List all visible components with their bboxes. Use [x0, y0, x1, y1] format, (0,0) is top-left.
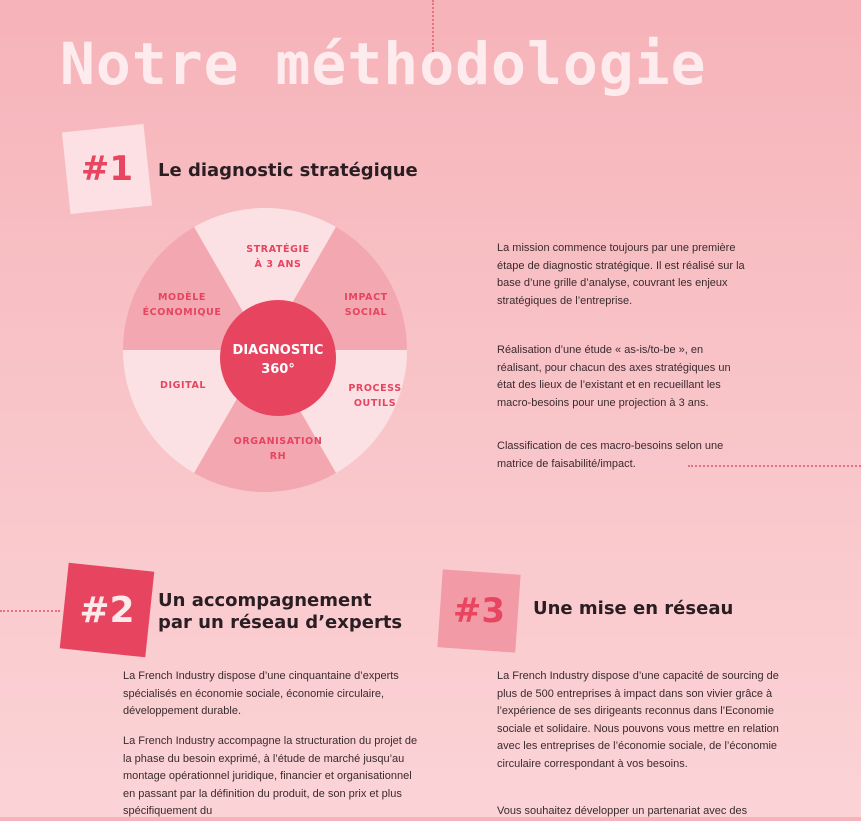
wheel-center — [220, 300, 336, 416]
section-3-number-badge: #3 — [440, 572, 518, 650]
section-3-paragraph-2: Vous souhaitez développer un partenariat avec des — [497, 805, 748, 817]
segment-label-0a: STRATÉGIE — [246, 244, 310, 255]
segment-label-0b: À 3 ANS — [254, 259, 302, 270]
section-3-paragraph-1: La French Industry dispose d’une capacité de sourcing de plus de 500 entreprises à impact dans son vivier grâce à l’expérience de ses dirigeants reconnus dans l’Economie sociale et solidaire. Nous pouvons vous mettre en relation avec les entreprises de l’économie sociale, de l’économie circulaire correspondant à vos besoins. — [497, 670, 779, 770]
dotted-line-left — [0, 610, 60, 612]
section-3-title: Une mise en réseau — [533, 598, 734, 619]
segment-label-5a: MODÈLE — [157, 292, 207, 303]
segment-label-5b: ÉCONOMIQUE — [142, 307, 222, 318]
wheel-center-label-2: 360° — [261, 362, 295, 377]
section-2-title-line-2: par un réseau d’experts — [158, 612, 403, 633]
segment-label-2a: PROCESS — [348, 383, 402, 394]
section-1-title: Le diagnostic stratégique — [158, 160, 418, 181]
diagnostic-wheel — [123, 208, 407, 492]
segment-label-1a: IMPACT — [344, 292, 388, 303]
segment-label-3a: ORGANISATION — [233, 436, 323, 447]
section-2-paragraph-2: La French Industry accompagne la structuration du projet de la phase du besoin exprimé, à l’étude de marché jusqu’au montage opérationnel juridique, financier et organisationnel en passant par la définition du produit, de son prix et plus spécifiquement du — [123, 735, 418, 817]
segment-label-3b: RH — [269, 451, 287, 462]
section-1-paragraph-3: Classification de ces macro-besoins selon une matrice de faisabilité/impact. — [497, 440, 724, 470]
segment-label-2b: OUTILS — [353, 398, 397, 409]
section-2-title-line-1: Un accompagnement — [158, 590, 372, 611]
section-2-number-badge: #2 — [64, 567, 150, 653]
segment-label-4a: DIGITAL — [159, 380, 207, 391]
wheel-center-label-1: DIAGNOSTIC — [232, 343, 324, 358]
section-1-number-badge: #1 — [66, 128, 148, 210]
section-1-paragraph-2: Réalisation d’une étude « as-is/to-be », en réalisant, pour chacun des axes stratégiques un état des lieux de l’existant et en recueillant les macro-besoins pour une projection à 3 ans. — [497, 344, 731, 409]
segment-label-1b: SOCIAL — [344, 307, 388, 318]
page-title: Notre méthodologie — [60, 30, 707, 98]
section-2-title — [158, 590, 402, 634]
section-2-paragraph-1: La French Industry dispose d’une cinquantaine d’experts spécialisés en économie sociale, économie circulaire, développement durable. — [123, 670, 399, 717]
section-1-paragraph-1: La mission commence toujours par une première étape de diagnostic stratégique. Il est réalisé sur la base d’une grille d’analyse, couvrant les enjeux stratégiques de l’entreprise. — [497, 242, 745, 307]
